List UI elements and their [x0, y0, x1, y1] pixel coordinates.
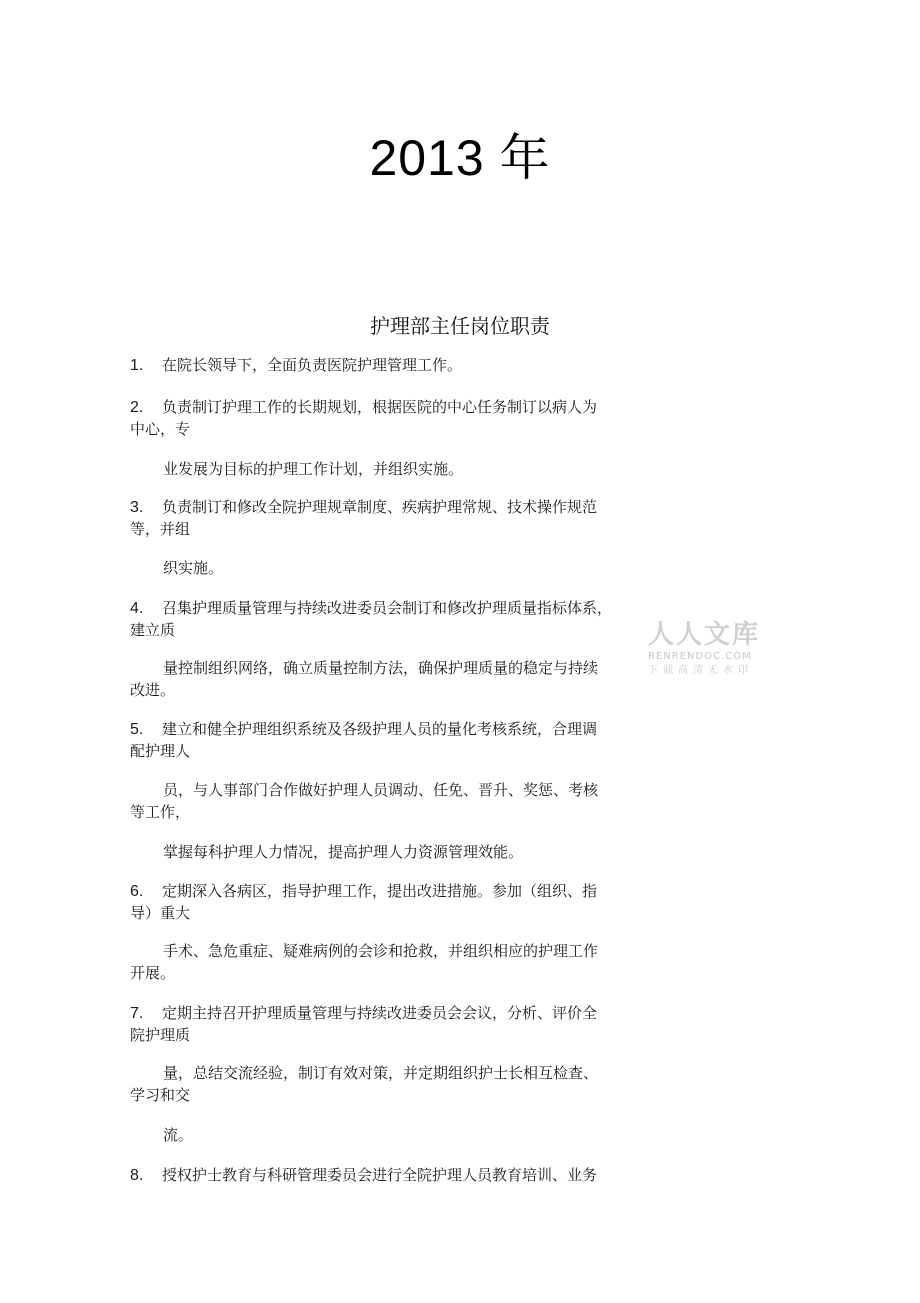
duty-item-4-continued: 量控制组织网络，确立质量控制方法，确保护理质量的稳定与持续	[163, 659, 599, 677]
duty-item-1	[130, 354, 650, 377]
item-number: 7.	[130, 1005, 144, 1022]
duty-item-3	[130, 496, 650, 519]
year-heading: 2013 年	[369, 130, 551, 186]
duty-item-7-continued: 量，总结交流经验，制订有效对策，并定期组织护士长相互检查、	[163, 1064, 599, 1082]
item-text: 在院长领导下，全面负责医院护理管理工作。	[162, 356, 463, 374]
duty-item-7	[130, 1002, 650, 1025]
duty-item-3-wrap: 等，并组	[130, 520, 191, 538]
watermark-slogan: 下载高清无水印	[648, 665, 753, 676]
duty-item-4-continued-wrap: 改进。	[130, 681, 176, 699]
watermark-logo	[648, 620, 778, 678]
duty-item-6	[130, 880, 650, 903]
duty-item-6-wrap: 导）重大	[130, 904, 191, 922]
item-text: 建立和健全护理组织系统及各级护理人员的量化考核系统，合理调	[162, 720, 598, 738]
item-number: 2.	[130, 399, 144, 416]
item-text: 授权护士教育与科研管理委员会进行全院护理人员教育培训、业务	[162, 1166, 598, 1184]
item-text: 负责制订护理工作的长期规划，根据医院的中心任务制订以病人为	[162, 398, 598, 416]
item-text: 定期深入各病区，指导护理工作，提出改进措施。参加（组织、指	[162, 882, 598, 900]
item-number: 8.	[130, 1167, 144, 1184]
item-text: 定期主持召开护理质量管理与持续改进委员会会议，分析、评价全	[162, 1004, 598, 1022]
duty-item-7-continued-2: 流。	[163, 1126, 194, 1144]
duty-item-2-wrap: 中心，专	[130, 420, 191, 438]
duty-item-8	[130, 1164, 650, 1187]
duty-item-2-continued: 业发展为目标的护理工作计划，并组织实施。	[163, 460, 464, 478]
duty-item-4	[130, 597, 650, 620]
item-text: 负责制订和修改全院护理规章制度、疾病护理常规、技术操作规范	[162, 498, 598, 516]
document-title: 护理部主任岗位职责	[370, 314, 550, 338]
item-number: 3.	[130, 499, 144, 516]
item-text: 召集护理质量管理与持续改进委员会制订和修改护理质量指标体系，	[162, 599, 613, 617]
duty-item-5-continued-2: 掌握每科护理人力情况，提高护理人力资源管理效能。	[163, 843, 524, 861]
duty-item-7-wrap: 院护理质	[130, 1026, 191, 1044]
item-number: 6.	[130, 883, 144, 900]
duty-item-3-continued: 织实施。	[163, 559, 224, 577]
watermark-brand: 人人文库	[648, 620, 761, 650]
duty-item-5-continued-wrap: 等工作，	[130, 803, 191, 821]
duty-item-2	[130, 396, 650, 419]
duty-item-5-wrap: 配护理人	[130, 742, 191, 760]
duty-item-6-continued-wrap: 开展。	[130, 964, 176, 982]
duty-item-5	[130, 718, 650, 741]
duty-item-7-continued-wrap: 学习和交	[130, 1086, 191, 1104]
item-number: 1.	[130, 357, 144, 374]
duty-item-4-wrap: 建立质	[130, 621, 176, 639]
item-number: 4.	[130, 600, 144, 617]
watermark-domain: RENRENDOC.COM	[648, 651, 752, 662]
duty-item-5-continued: 员，与人事部门合作做好护理人员调动、任免、晋升、奖惩、考核	[163, 781, 599, 799]
duty-item-6-continued: 手术、急危重症、疑难病例的会诊和抢救，并组织相应的护理工作	[163, 942, 599, 960]
item-number: 5.	[130, 721, 144, 738]
